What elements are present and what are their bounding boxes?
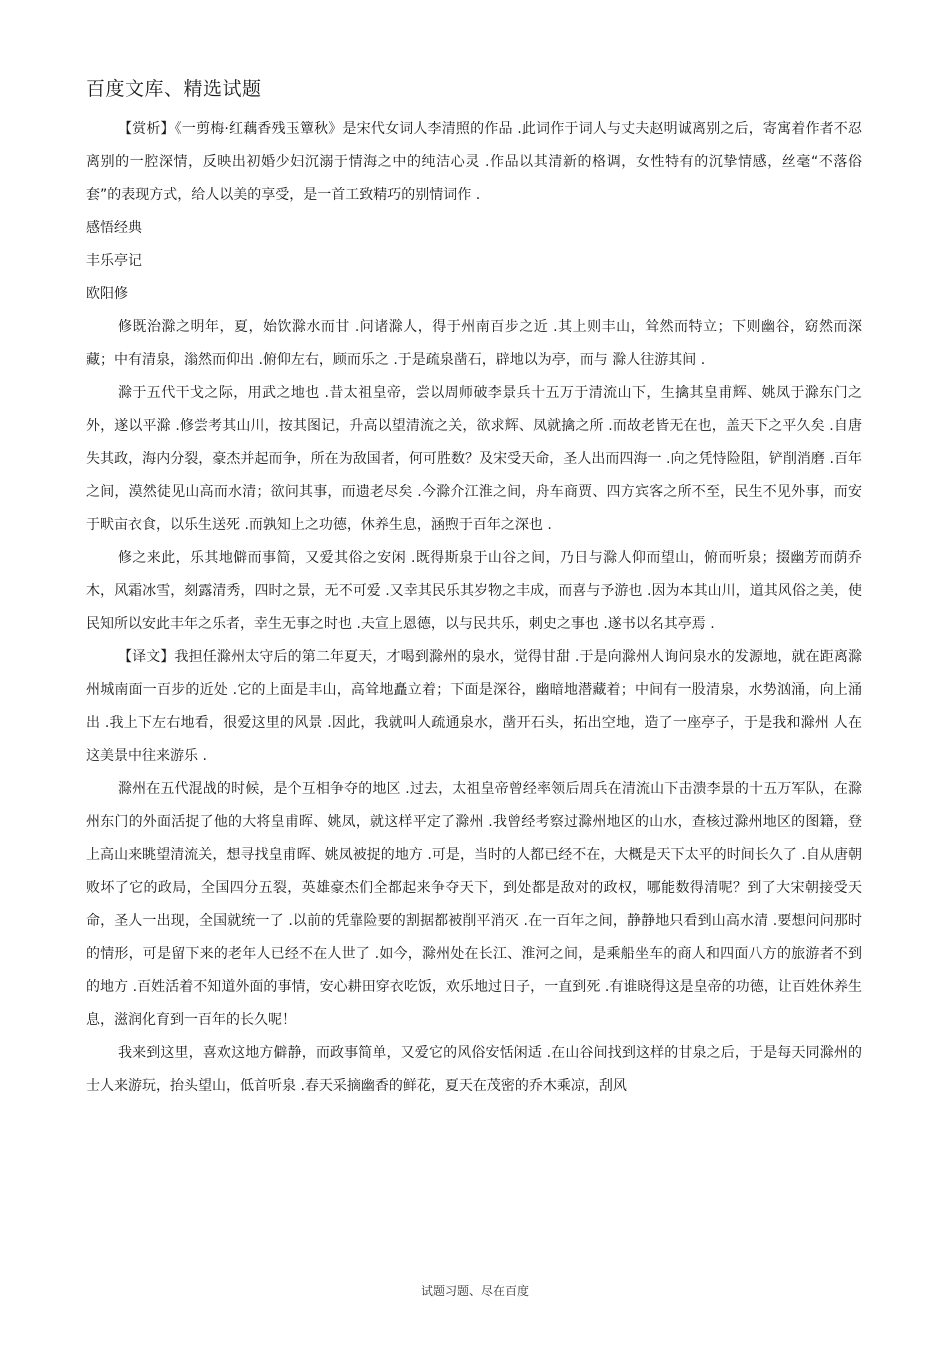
page-footer: 试题习题、尽在百度 <box>420 1284 529 1298</box>
translation-paragraph: 【译文】我担任滁州太守后的第二年夏天，才喝到滁州的泉水，觉得甘甜 .于是向滁州人询问泉水的发源地，就在距离滁州城南面一百步的近处 .它的上面是丰山，高耸地矗立着；下面是深谷，幽暗地潜藏着；中间有一股清泉，水势汹涌，向上涌出 .我上下左右地看，很爱这里的风景 .因此，我就叫人疏通泉水，凿开石头，拓出空地，造了一座亭子，于是我和滁州 人在这美景中往来游乐 . <box>86 649 862 764</box>
page-header: 百度文库、精选试题 <box>86 78 262 100</box>
translation-paragraph: 我来到这里，喜欢这地方僻静，而政事简单，又爱它的风俗安恬闲适 .在山谷间找到这样的甘泉之后，于是每天同滁州的士人来游玩，抬头望山，低首听泉 .春天采摘幽香的鲜花，夏天在茂密的乔木乘凉，刮风 <box>86 1045 862 1094</box>
document-body <box>86 113 862 1103</box>
essay-paragraph: 修之来此，乐其地僻而事简，又爱其俗之安闲 .既得斯泉于山谷之间，乃日与滁人仰而望山，俯而听泉；掇幽芳而荫乔木，风霜冰雪，刻露清秀，四时之景，无不可爱 .又幸其民乐其岁物之丰成，而喜与予游也 .因为本其山川，道其风俗之美，使民知所以安此丰年之乐者，幸生无事之时也 .夫宣上恩德，以与民共乐，刺史之事也 .遂书以名其亭焉 . <box>86 550 862 632</box>
essay-paragraph: 滁于五代干戈之际，用武之地也 .昔太祖皇帝，尝以周师破李景兵十五万于清流山下，生擒其皇甫辉、姚凤于滁东门之外，遂以平滁 .修尝考其山川，按其图记，升高以望清流之关，欲求辉、凤就擒之所 .而故老皆无在也，盖天下之平久矣 .自唐失其政，海内分裂，豪杰并起而争，所在为敌国者，何可胜数？及宋受天命，圣人出而四海一 .向之凭恃险阻，铲削消磨 .百年之间，漠然徒见山高而水清；欲问其事，而遗老尽矣 .今滁介江淮之间，舟车商贾、四方宾客之所不至，民生不见外事，而安于畎亩衣食，以乐生送死 .而孰知上之功德，休养生息，涵煦于百年之深也 . <box>86 385 862 533</box>
essay-title: 丰乐亭记 <box>86 253 142 269</box>
essay-author: 欧阳修 <box>86 286 128 302</box>
essay-paragraph: 修既治滁之明年，夏，始饮滁水而甘 .问诸滁人，得于州南百步之近 .其上则丰山，耸然而特立；下则幽谷，窈然而深藏；中有清泉，滃然而仰出 .俯仰左右，顾而乐之 .于是疏泉凿石，辟地以为亭，而与 滁人往游其间 . <box>86 319 862 368</box>
translation-paragraph: 滁州在五代混战的时候，是个互相争夺的地区 .过去，太祖皇帝曾经率领后周兵在清流山下击溃李景的十五万军队，在滁州东门的外面活捉了他的大将皇甫晖、姚凤，就这样平定了滁州 .我曾经考察过滁州地区的山水，查核过滁州地区的图籍，登上高山来眺望清流关，想寻找皇甫晖、姚凤被捉的地方 .可是，当时的人都已经不在，大概是天下太平的时间长久了 .自从唐朝败坏了它的政局，全国四分五裂，英雄豪杰们全都起来争夺天下，到处都是敌对的政权，哪能数得清呢？到了大宋朝接受天命，圣人一出现，全国就统一了 .以前的凭靠险要的割据都被削平消灭 .在一百年之间，静静地只看到山高水清 .要想问问那时的情形，可是留下来的老年人已经不在人世了 .如今，滁州处在长江、淮河之间，是乘船坐车的商人和四面八方的旅游者不到的地方 .百姓活着不知道外面的事情，安心耕田穿衣吃饭，欢乐地过日子，一直到死 .有谁晓得这是皇帝的功德，让百姓休养生息，滋润化育到一百年的长久呢！ <box>86 781 862 1028</box>
section-label: 感悟经典 <box>86 220 142 236</box>
appreciation-paragraph: 【赏析】《一剪梅·红藕香残玉簟秋》是宋代女词人李清照的作品 .此词作于词人与丈夫赵明诚离别之后，寄寓着作者不忍离别的一腔深情，反映出初婚少妇沉溺于情海之中的纯洁心灵 .作品以其清新的格调，女性特有的沉挚情感，丝毫“不落俗套”的表现方式，给人以美的享受，是一首工致精巧的别情词作 . <box>86 121 862 203</box>
